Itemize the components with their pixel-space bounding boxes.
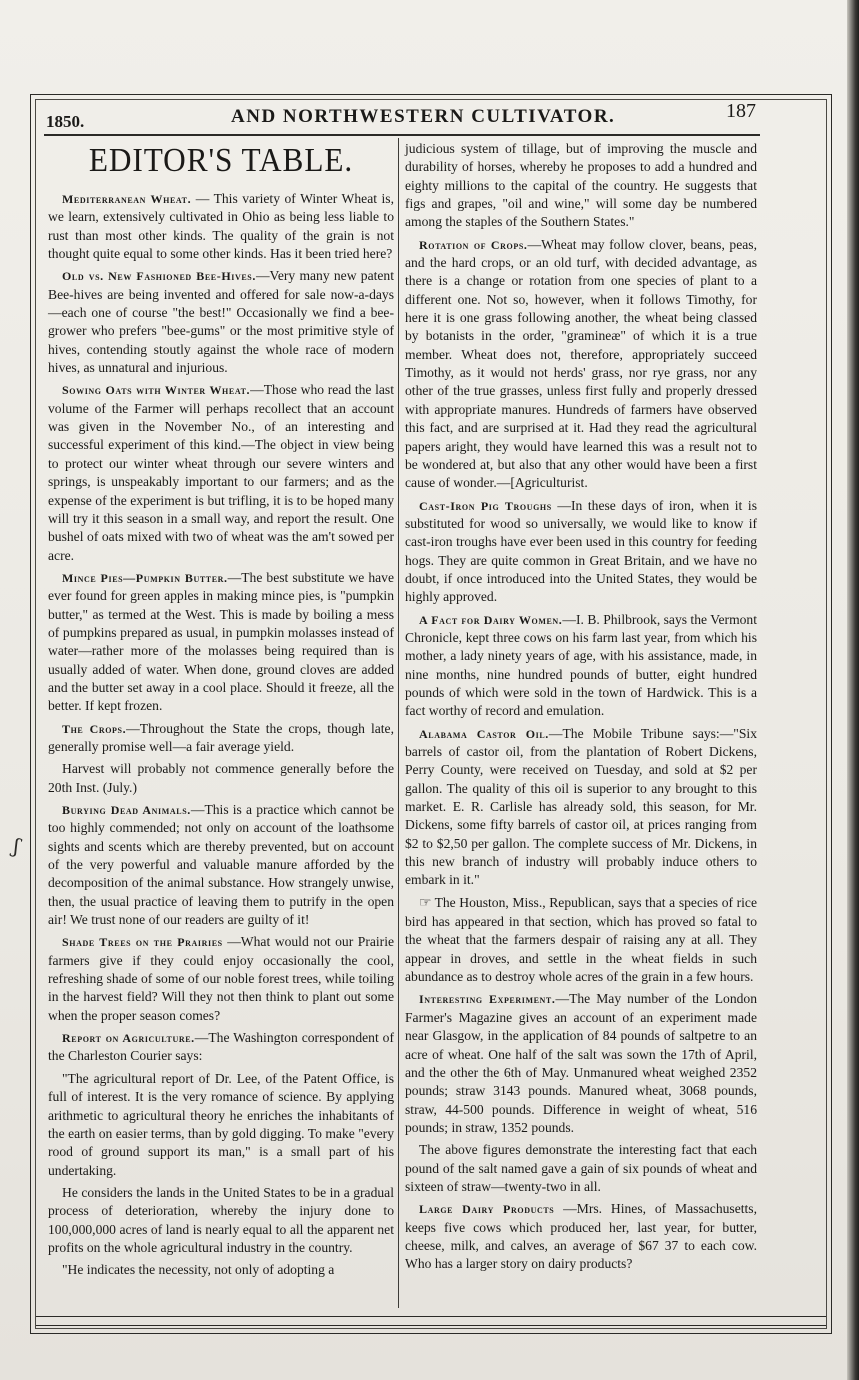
article-body: —I. B. Philbrook, says the Vermont Chronicle, kept three cows on his farm last year, from which his mother, a lady ninety years of age, with his assistance, made, in nine months, nine hundred pounds of butter, eight hundred pounds of which were sold in the town of Hardwick. This is a fact worthy of record and emulation. [405, 611, 758, 719]
margin-pen-mark: ʃ [10, 833, 23, 859]
article-body: —In these days of iron, when it is substituted for wood so universally, we would like to know if cast-iron troughs have ever been used in this country for feeding hogs. They are quite common in Great Britain, and we have no doubt, if once introduced into the United States, they would be highly approved. [405, 497, 757, 605]
article-paragraph [405, 611, 757, 721]
article-body: "He indicates the necessity, not only of adopting a [62, 1262, 335, 1278]
article-body: —This is a practice which cannot be too highly commended; not only on account of the loathsome sights and scents which are thereby prevented, but on account of the very powerful and valuable manure afforded by the decomposition of the animal substance. How strangely unwise, then, the usual practice of leaving them to putrify in the open air! We trust none of our readers are guilty of it! [48, 802, 394, 928]
article-body: — This variety of Winter Wheat is, we learn, extensively cultivated in Ohio as being less liable to rust than most other kinds. The quality of the grain is not thought quite equal to some other kinds. Has it been tried here? [48, 191, 394, 262]
article-heading: Mediterranean Wheat. [62, 192, 192, 206]
article-paragraph [48, 1029, 394, 1066]
article-paragraph [405, 140, 757, 232]
article-body: The Houston, Miss., Republican, says that a species of rice bird has appeared in that section, which has proved so fatal to the wheat that the farmers despair of raising any at all. They appear in droves, and settle in the wheat fields in such abundance as to destroy whole acres of the grain in a few hours. [405, 894, 757, 985]
right-article-list [405, 140, 757, 1274]
article-paragraph [48, 801, 394, 929]
article-paragraph [405, 1141, 757, 1196]
article-heading: Shade Trees on the Prairies [62, 935, 223, 950]
article-paragraph [48, 720, 394, 757]
page-edge-shadow [847, 0, 859, 1380]
article-body: —The Mobile Tribune says:—"Six barrels of castor oil, from the plantation of Robert Dickens, Perry County, were received on Tuesday, and sold at $2 per gallon. The quality of this oil is superior to any brought to this market. E. R. Carlisle has already sold, this season, for Mr. Dickens, some fifty barrels of castor oil, at prices ranging from $2 to $2,50 per gallon. The complete success of Mr. Dickens, in this new branch of industry will probably induce others to embark in it." [405, 725, 757, 888]
header-running-title: AND NORTHWESTERN CULTIVATOR. [231, 106, 616, 127]
header-page-number: 187 [726, 100, 756, 122]
article-heading: Alabama Castor Oil. [419, 726, 549, 741]
column-divider [398, 138, 399, 1308]
article-body: —Mrs. Hines, of Massachusetts, keeps five cows which produced her, last year, for butter, cheese, milk, and calves, an average of $67 37 to each cow. Who has a larger story on dairy products? [405, 1201, 757, 1272]
article-heading: Old vs. New Fashioned Bee-Hives. [62, 269, 256, 284]
article-heading: Interesting Experiment. [419, 992, 556, 1007]
bottom-rule [36, 1316, 826, 1326]
article-paragraph [405, 725, 757, 890]
running-header [44, 100, 760, 136]
article-heading: Rotation of Crops. [419, 237, 528, 252]
article-paragraph [405, 894, 757, 987]
article-heading: Large Dairy Products [419, 1202, 555, 1217]
article-heading: Burying Dead Animals. [62, 803, 191, 817]
article-paragraph [48, 381, 394, 564]
article-paragraph [48, 760, 394, 797]
article-heading: The Crops. [62, 721, 127, 736]
article-heading: Cast-Iron Pig Troughs [419, 498, 552, 513]
article-paragraph [48, 190, 394, 263]
article-heading: Report on Agriculture. [62, 1031, 195, 1046]
article-paragraph [48, 1184, 394, 1257]
article-body: —What would not our Prairie farmers give if they could enjoy occasionally the cool, refreshing shade of some of our noble forest trees, while toiling in the harvest field? Will they not then think to plant out some when the proper season comes? [48, 934, 395, 1023]
article-body: He considers the lands in the United States to be in a gradual process of deterioration, whereby the injury done to 100,000,000 acres of land is nearly equal to all the apparent net profits on the whole agricultural industry in the country. [48, 1184, 394, 1255]
article-body: "The agricultural report of Dr. Lee, of the Patent Office, is full of interest. It is the very romance of science. By applying arithmetic to agricultural theory he enriches the inhabitants of the earth on easier terms, than by gold digging. To make "every rood of ground support its man," is a small part of his undertaking. [48, 1070, 394, 1178]
article-body: —The best substitute we have ever found for green apples in making mince pies, is "pumpkin butter," as termed at the West. This is made by boiling a mess of pumpkins prepared as usual, in pumpkin molasses instead of water—rather more of the molasses being required than is usually added of water. When done, ground cloves are added and the butter set away in a cool place. Should it freeze, all the better. If kept frozen. [48, 569, 394, 714]
article-body: Harvest will probably not commence generally before the 20th Inst. (July.) [48, 761, 394, 795]
article-body: —Throughout the State the crops, though late, generally promise well—a fair average yield. [48, 720, 394, 754]
article-paragraph [48, 267, 394, 377]
article-paragraph [405, 236, 757, 493]
article-body: —Very many new patent Bee-hives are being invented and offered for sale now-a-days—each one of course "the best!" Occasionally we find a bee-grower who prefers "bee-gums" or the most primitive style of hives, contending stoutly against the whole race of modern hives, as unnatural and injurious. [48, 268, 394, 376]
header-year: 1850. [46, 112, 85, 131]
article-heading: Mince Pies—Pumpkin Butter. [62, 570, 228, 585]
article-body: The above figures demonstrate the interesting fact that each pound of the salt named gave a gain of six pounds of wheat and sixteen of straw—twenty-two in all. [405, 1142, 757, 1194]
article-body: —The Washington correspondent of the Charleston Courier says: [48, 1030, 394, 1064]
article-heading: Sowing Oats with Winter Wheat. [62, 383, 251, 398]
editors-table-title: EDITOR'S TABLE. [88, 142, 354, 179]
article-body: —Those who read the last volume of the Farmer will perhaps recollect that an account was given in the November No., of an interesting and successful experiment of this kind.—The object in view being to protect our winter wheat through our severe winters and springs, is unspeakably important to our farmers; and as the expense of the experiment is but trifling, it is to be hoped many will try it this season in a small way, and report the result. One bushel of oats mixed with two of wheat was the am't sowed per acre. [48, 382, 394, 563]
right-column [405, 140, 757, 1278]
article-paragraph [405, 497, 757, 607]
article-paragraph [48, 1070, 394, 1180]
article-paragraph [48, 569, 394, 716]
pointing-hand-icon: ☞ [419, 895, 432, 911]
article-paragraph [405, 990, 757, 1137]
article-paragraph [48, 933, 394, 1025]
article-body: —The May number of the London Farmer's Magazine gives an account of an experiment made near Glasgow, in the application of 84 pounds of saltpetre to an acre of wheat. One half of the salt was sown the 17th of April, and the other the 6th of May. Unmanured wheat weighed 2352 pounds; straw 3143 pounds. Manured wheat, 3068 pounds, straw, 44-500 pounds. Difference in weight of wheat, 516 pounds; in straw, 1352 pounds. [405, 991, 758, 1135]
article-body: —Wheat may follow clover, beans, peas, and the hard crops, or an old turf, with decided advantage, as there is a change or rotation from one species of plant to a different one. Not so, however, when it follows Timothy, for here it is one grass following another, the wheat being classed by botanists in the order, "gramineæ" of which it is a true member. Wheat does not, therefore, appropriately succeed Timothy, as it would not herds' grass, nor rye grass, nor any other of the true grasses, unless first fully and properly dressed with appropriate manures. Hundreds of farmers have observed this fact, and are surprised at it. Had they read the agricultural papers aright, they would have learned this was a result not to be wondered at, but also that any other would have been a first cause of wonder.—[Agriculturist. [405, 236, 757, 491]
article-paragraph [48, 1261, 394, 1279]
article-heading: A Fact for Dairy Women. [419, 612, 563, 627]
left-article-list [48, 190, 394, 1280]
article-body: judicious system of tillage, but of improving the muscle and durability of horses, whereby he proposes to add a hundred and eighty millions to the capital of the country. He suggests that figs and grapes, "oil and wine," will some day be numbered among the staples of the Southern States." [405, 141, 757, 230]
article-paragraph [405, 1200, 757, 1273]
left-column [48, 140, 394, 1284]
